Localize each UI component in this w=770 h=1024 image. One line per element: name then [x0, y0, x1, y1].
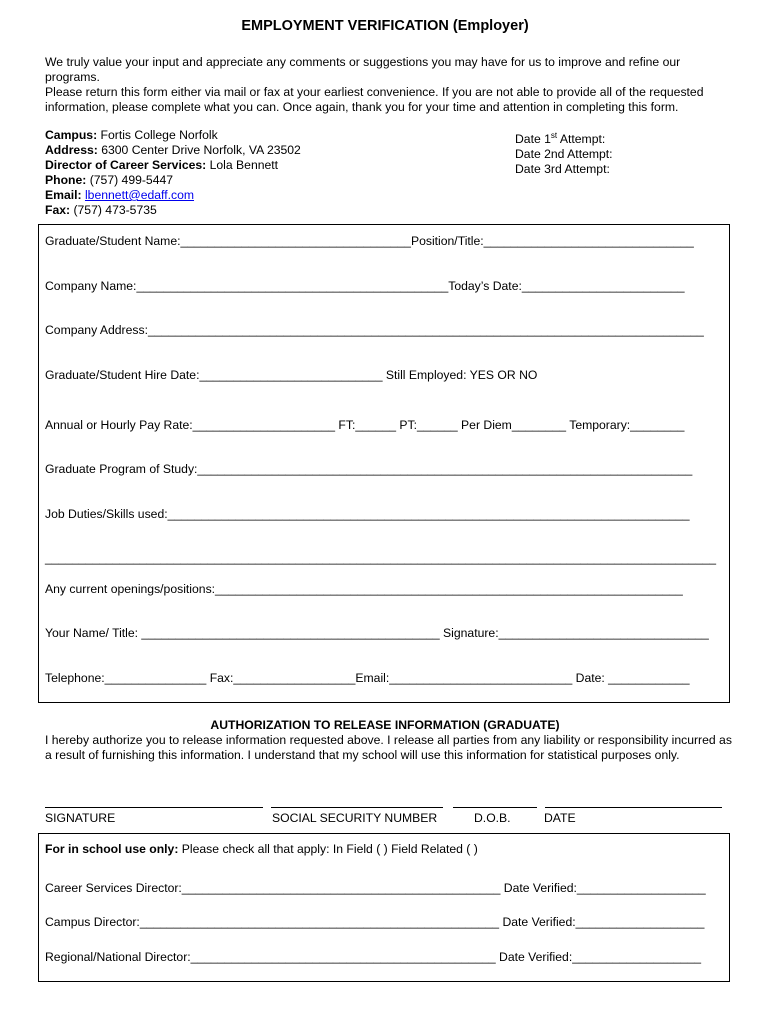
ssn-caption: SOCIAL SECURITY NUMBER	[272, 811, 438, 825]
email-line: Email: lbennett@edaff.com	[45, 188, 195, 202]
fax-line: Fax: (757) 473-5735	[45, 203, 157, 217]
school-use-line: For in school use only: Please check all that apply: In Field ( ) Field Related ( )	[45, 842, 478, 856]
telephone-field[interactable]: Telephone:_______________ Fax:__________________Email:___________________________ Date: ____________	[45, 671, 690, 685]
regional-director-field[interactable]: Regional/National Director:_____________________________________________ Date Verified:___________________	[45, 950, 701, 964]
openings-field[interactable]: Any current openings/positions:_____________________________________________________________________	[45, 582, 683, 596]
phone-line: Phone: (757) 499-5447	[45, 173, 174, 187]
career-director-field[interactable]: Career Services Director:_______________________________________________ Date Verified:___________________	[45, 881, 706, 895]
pay-rate-field[interactable]: Annual or Hourly Pay Rate:_____________________ FT:______ PT:______ Per Diem________ Temporary:________	[45, 418, 685, 432]
company-name-field[interactable]: Company Name:______________________________________________Today’s Date:________________________	[45, 279, 685, 293]
director-line: Director of Career Services: Lola Bennett	[45, 158, 279, 172]
date-line[interactable]	[545, 807, 722, 808]
authorization-body: I hereby authorize you to release information requested above. I release all parties from any liability or responsibility incurred as a result of furnishing this information. I understand that my school will use this information for statistical purposes only.	[45, 733, 732, 762]
intro-line-1: We truly value your input and appreciate any comments or suggestions you may have for us to improve and refine our programs.	[45, 55, 681, 84]
intro-line-2: Please return this form either via mail or fax at your earliest convenience. If you are not able to provide all of the requested information, please complete what you can. Once again, thank you for your time and attention in completing this form.	[45, 85, 704, 114]
dob-caption: D.O.B.	[474, 811, 511, 825]
page-title: EMPLOYMENT VERIFICATION (Employer)	[241, 18, 529, 34]
contact-block	[45, 128, 301, 218]
hire-date-field[interactable]: Graduate/Student Hire Date:___________________________ Still Employed: YES OR NO	[45, 368, 538, 382]
attempt-2: Date 2nd Attempt:	[515, 147, 613, 162]
attempts-block	[515, 128, 613, 177]
campus-director-field[interactable]: Campus Director:_____________________________________________________ Date Verified:___________________	[45, 915, 705, 929]
signature-caption: SIGNATURE	[45, 811, 116, 825]
intro-text	[45, 55, 735, 115]
attempt-1: Date 1st Attempt:	[515, 131, 606, 147]
address-line: Address: 6300 Center Drive Norfolk, VA 23502	[45, 143, 301, 157]
authorization-heading: AUTHORIZATION TO RELEASE INFORMATION (GRADUATE)	[210, 718, 560, 732]
date-caption: DATE	[544, 811, 576, 825]
company-address-field[interactable]: Company Address:__________________________________________________________________________________	[45, 323, 704, 337]
job-duties-field[interactable]: Job Duties/Skills used:_____________________________________________________________________________	[45, 507, 690, 521]
program-field[interactable]: Graduate Program of Study:_________________________________________________________________________	[45, 462, 693, 476]
attempt-3: Date 3rd Attempt:	[515, 162, 610, 177]
your-name-field[interactable]: Your Name/ Title: ____________________________________________ Signature:_______________________________	[45, 626, 709, 640]
graduate-name-field[interactable]: Graduate/Student Name:__________________________________Position/Title:_______________________________	[45, 234, 694, 248]
signature-line[interactable]	[45, 807, 263, 808]
email-link[interactable]: lbennett@edaff.com	[84, 188, 195, 202]
ssn-line[interactable]	[271, 807, 443, 808]
campus-line: Campus: Fortis College Norfolk	[45, 128, 218, 142]
dob-line[interactable]	[453, 807, 537, 808]
job-duties-continued[interactable]: ___________________________________________________________________________________________________	[45, 551, 717, 565]
